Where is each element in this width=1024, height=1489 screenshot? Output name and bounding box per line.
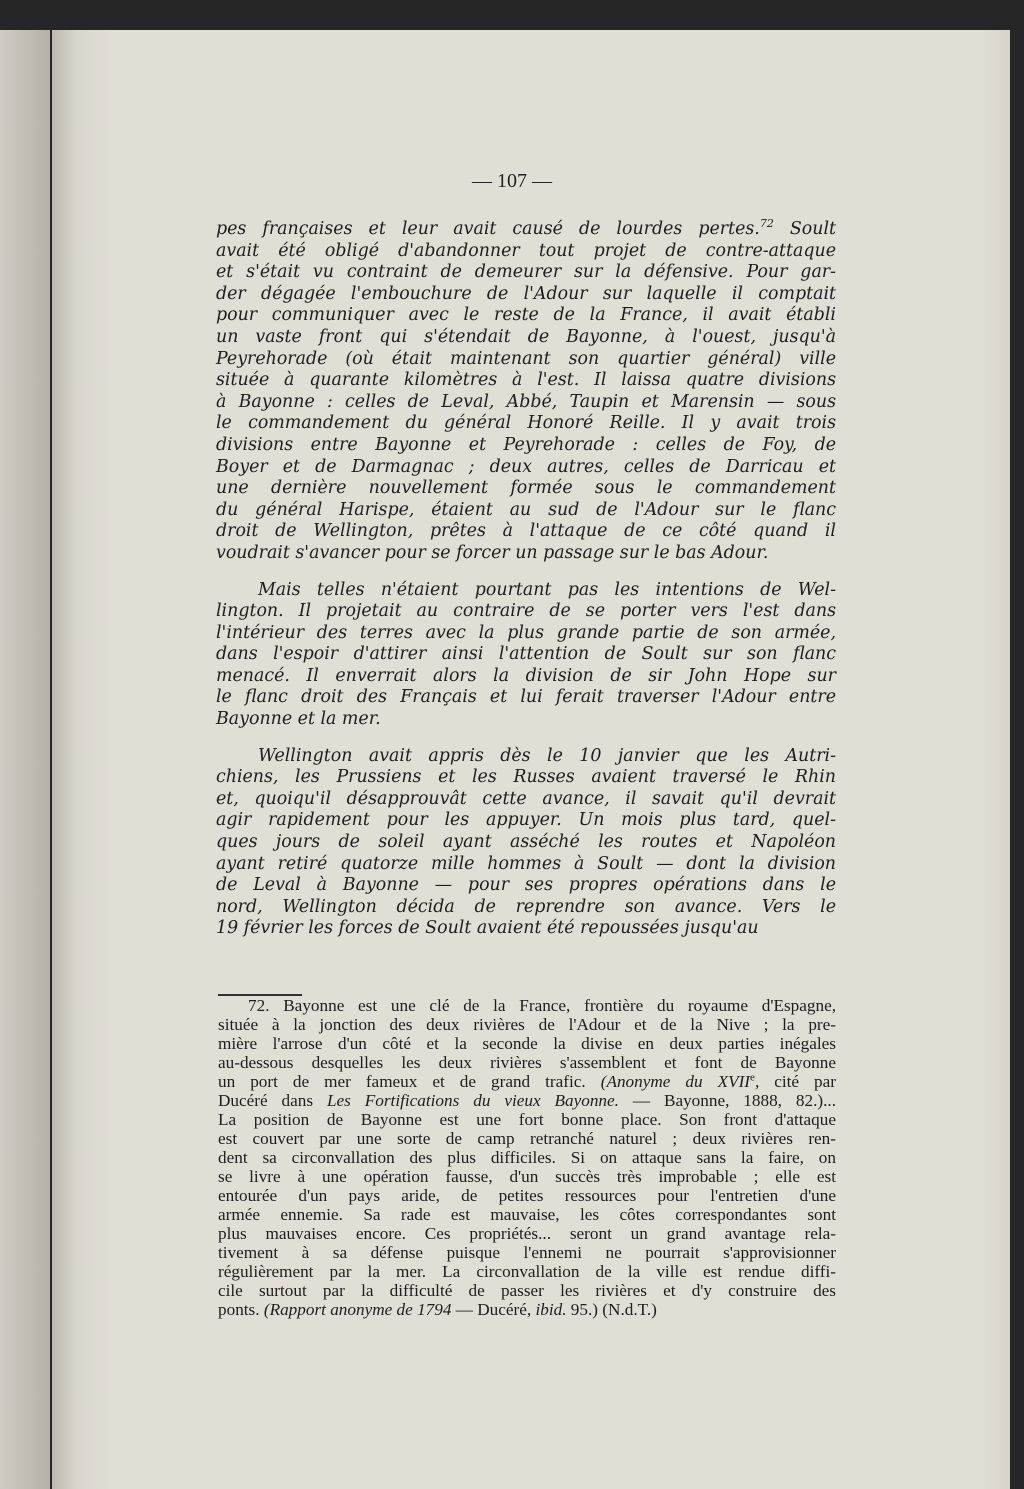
footnote-line: La position de Bayonne est une fort bonne place. Son front d'attaque (218, 1110, 836, 1129)
text-line: agir rapidement pour les appuyer. Un mois plus tard, quel- (216, 810, 836, 831)
text-line: Wellington avait appris dès le 10 janvier que les Autri- (258, 745, 836, 766)
paragraph (216, 746, 836, 940)
text-line: pour communiquer avec le reste de la France, il avait établi (216, 305, 836, 326)
text-line: divisions entre Bayonne et Peyrehorade : celles de Foy, de (216, 434, 836, 455)
footnote-line: armée ennemie. Sa rade est mauvaise, les côtes correspondantes sont (218, 1205, 836, 1224)
text-line: voudrait s'avancer pour se forcer un passage sur le bas Adour. (216, 542, 769, 563)
text-line: 19 février les forces de Soult avaient été repoussées jusqu'au (216, 918, 759, 939)
text-line: menacé. Il enverrait alors la division de sir John Hope sur (216, 665, 836, 686)
text-line: Peyrehorade (où était maintenant son quartier général) ville (216, 348, 836, 369)
text-line: Boyer et de Darmagnac ; deux autres, celles de Darricau et (216, 456, 836, 477)
footnote-line: située à la jonction des deux rivières de l'Adour et de la Nive ; la pre- (218, 1015, 836, 1034)
text-line: nord, Wellington décida de reprendre son avance. Vers le (216, 896, 836, 917)
footnote-line: un port de mer fameux et de grand trafic. (Anonyme du XVIIe, cité par (218, 1071, 836, 1091)
text-line: der dégagée l'embouchure de l'Adour sur laquelle il comptait (216, 283, 836, 304)
text-line: pes françaises et leur avait causé de lourdes pertes.$^{72}$ Soult (216, 217, 836, 239)
footnote-line: régulièrement par la mer. La circonvallation de la ville est rendue diffi- (218, 1262, 836, 1281)
text-line: lington. Il projetait au contraire de se porter vers l'est dans (216, 601, 836, 622)
text-line: du général Harispe, étaient au sud de l'Adour sur le flanc (216, 499, 836, 520)
text-line: de Leval à Bayonne — pour ses propres opérations dans le (216, 875, 836, 896)
text-line: le flanc droit des Français et lui ferait traverser l'Adour entre (216, 687, 836, 708)
body-text (216, 219, 836, 955)
footnote-line: mière l'arrose d'un côté et la seconde la divise en deux parties inégales (218, 1034, 836, 1053)
footnote-line: au-dessous desquelles les deux rivières s'assemblent et font de Bayonne (218, 1053, 836, 1072)
page-number: — 107 — (472, 170, 552, 192)
text-line: droit de Wellington, prêtes à l'attaque de ce côté quand il (216, 521, 836, 542)
paragraph (216, 219, 836, 565)
paragraph (216, 580, 836, 731)
footnote-line: 72. Bayonne est une clé de la France, frontière du royaume d'Espagne, (248, 996, 836, 1015)
footnote-line: plus mauvaises encore. Ces propriétés... seront un grand avantage rela- (218, 1224, 836, 1243)
text-line: le commandement du général Honoré Reille. Il y avait trois (216, 413, 836, 434)
text-line: à Bayonne : celles de Leval, Abbé, Taupin et Marensin — sous (216, 391, 836, 412)
footnote-line: est couvert par une sorte de camp retranché naturel ; deux rivières ren- (218, 1129, 836, 1148)
text-line: Bayonne et la mer. (216, 709, 381, 730)
text-line: ayant retiré quatorze mille hommes à Soult — dont la division (216, 853, 836, 874)
text-line: ques jours de soleil ayant asséché les routes et Napoléon (216, 832, 836, 853)
footnote-line: tivement à sa défense puisque l'ennemi ne pourrait s'approvisionner (218, 1243, 836, 1262)
footnote-line: entourée d'un pays aride, de petites ressources pour l'entretien d'une (218, 1186, 836, 1205)
text-line: l'intérieur des terres avec la plus grande partie de son armée, (216, 622, 836, 643)
footnote-line: dent sa circonvallation des plus difficiles. Si on attaque sans la faire, on (218, 1148, 836, 1167)
footnote-line: se livre à une opération fausse, d'un succès très improbable ; elle est (218, 1167, 836, 1186)
text-line: avait été obligé d'abandonner tout projet de contre-attaque (216, 240, 836, 261)
text-line: située à quarante kilomètres à l'est. Il laissa quatre divisions (216, 370, 836, 391)
text-line: Mais telles n'étaient pourtant pas les intentions de Wel- (258, 579, 836, 600)
text-line: et, quoiqu'il désapprouvât cette avance, il savait qu'il devrait (216, 788, 836, 809)
footnote-line: cile surtout par la difficulté de passer les rivières et d'y construire des (218, 1281, 836, 1300)
text-line: une dernière nouvellement formée sous le commandement (216, 478, 836, 499)
text-line: et s'était vu contraint de demeurer sur la défensive. Pour gar- (216, 262, 836, 283)
footnote-line: ponts. (Rapport anonyme de 1794 — Ducéré, ibid. 95.) (N.d.T.) (218, 1300, 657, 1319)
text-line: dans l'espoir d'attirer ainsi l'attention de Soult sur son flanc (216, 644, 836, 665)
footnote (218, 996, 836, 1319)
facing-page-edge (0, 30, 50, 1489)
footnote-line: Ducéré dans Les Fortifications du vieux Bayonne. — Bayonne, 1888, 82.)... (218, 1091, 836, 1110)
text-line: un vaste front qui s'étendait de Bayonne, à l'ouest, jusqu'à (216, 326, 836, 347)
text-line: chiens, les Prussiens et les Russes avaient traversé le Rhin (216, 767, 836, 788)
